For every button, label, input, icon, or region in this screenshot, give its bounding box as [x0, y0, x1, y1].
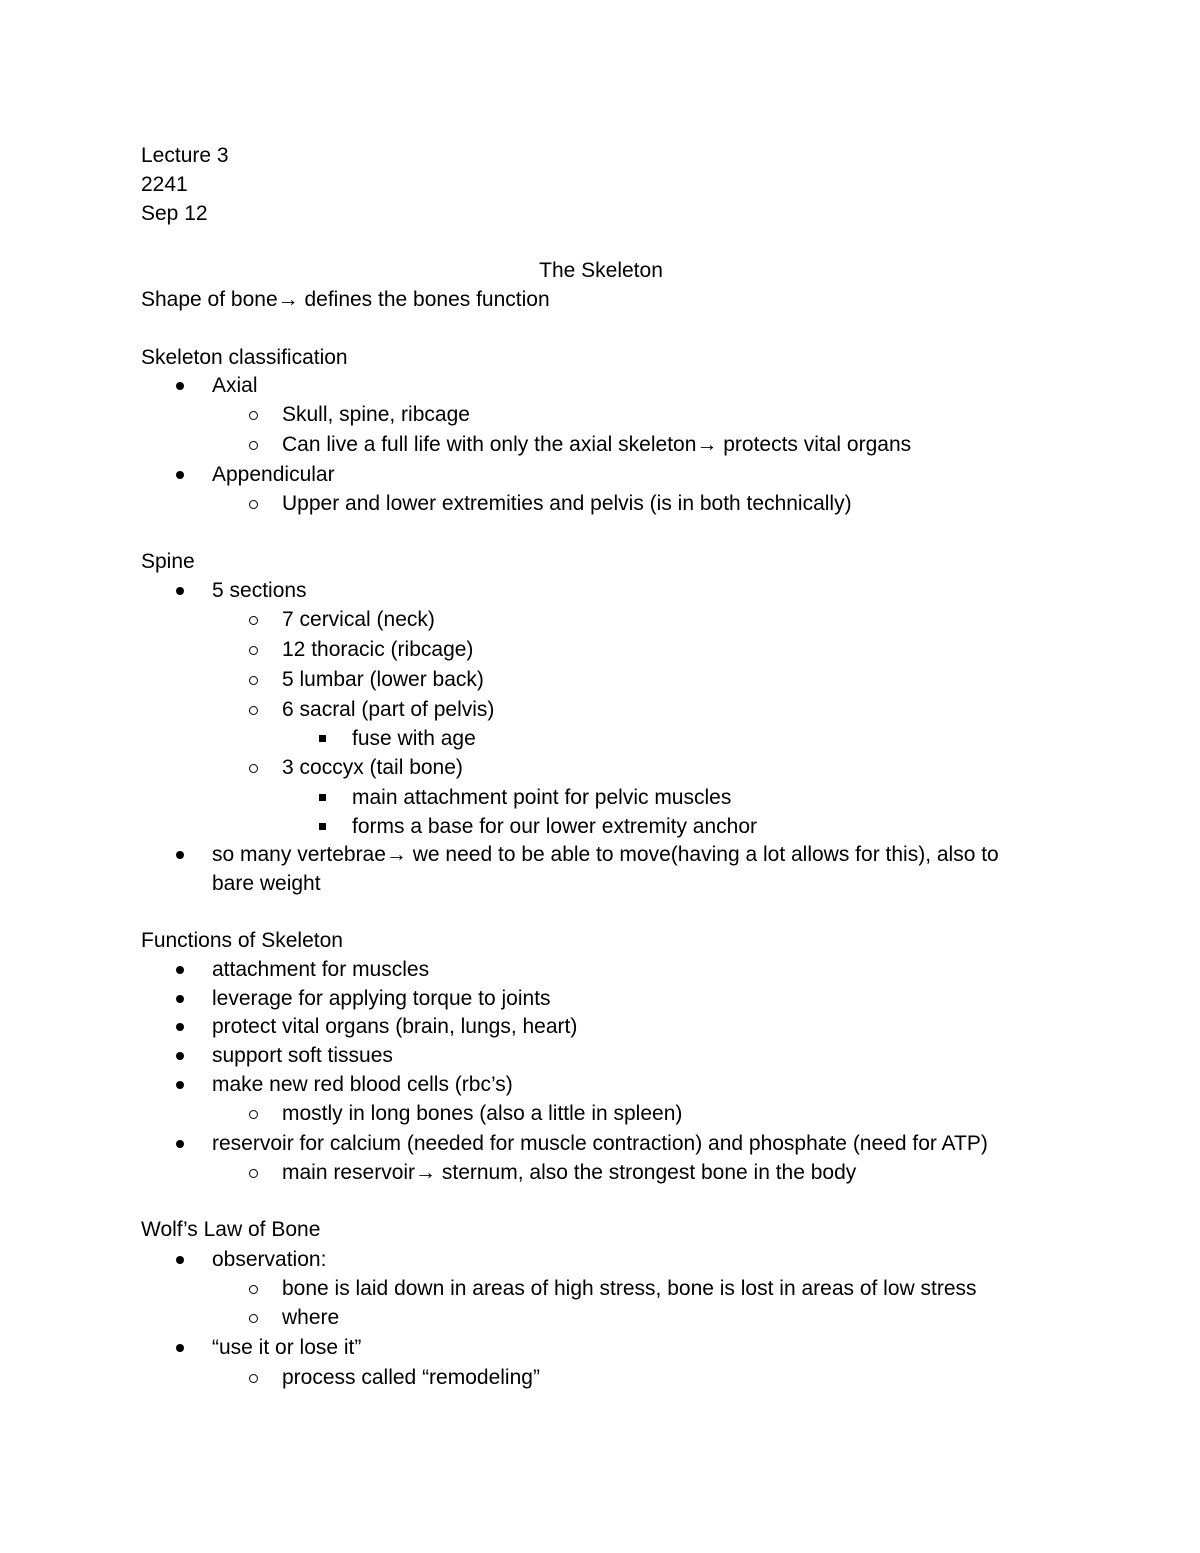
bullet-circle-icon: [249, 411, 258, 420]
spine-heading: Spine: [141, 550, 195, 573]
bullet-circle-icon: [249, 1374, 258, 1383]
bullet-circle-icon: [249, 441, 258, 450]
bullet-disc-icon: [176, 1256, 184, 1264]
bullet-circle-icon: [249, 764, 258, 773]
bullet-disc-icon: [176, 1052, 184, 1060]
bullet-square-icon: [319, 823, 326, 830]
bullet-circle-icon: [249, 1314, 258, 1323]
bullet-disc-icon: [176, 851, 184, 859]
bullet-square-icon: [319, 794, 326, 801]
bullet-disc-icon: [176, 1081, 184, 1089]
bullet-disc-icon: [176, 1344, 184, 1352]
vertebrae-continuation: bare weight: [212, 872, 321, 895]
bullet-circle-icon: [249, 616, 258, 625]
wolf-law-heading: Wolf’s Law of Bone: [141, 1218, 321, 1241]
document-title: The Skeleton: [539, 259, 663, 282]
shape-of-bone-line: Shape of bone→ defines the bones function: [141, 288, 550, 311]
bullet-circle-icon: [249, 646, 258, 655]
lecture-date: Sep 12: [141, 202, 208, 225]
bullet-circle-icon: [249, 1285, 258, 1294]
bullet-disc-icon: [176, 995, 184, 1003]
bullet-circle-icon: [249, 1110, 258, 1119]
bullet-disc-icon: [176, 382, 184, 390]
bullet-circle-icon: [249, 706, 258, 715]
classification-heading: Skeleton classification: [141, 346, 348, 369]
bullet-disc-icon: [176, 966, 184, 974]
bullet-disc-icon: [176, 471, 184, 479]
functions-heading: Functions of Skeleton: [141, 929, 343, 952]
bullet-disc-icon: [176, 1023, 184, 1031]
bullet-square-icon: [319, 735, 326, 742]
bullet-circle-icon: [249, 500, 258, 509]
course-number: 2241: [141, 173, 188, 196]
bullet-disc-icon: [176, 587, 184, 595]
bullet-circle-icon: [249, 676, 258, 685]
bullet-disc-icon: [176, 1140, 184, 1148]
bullet-circle-icon: [249, 1169, 258, 1178]
lecture-number: Lecture 3: [141, 144, 229, 167]
